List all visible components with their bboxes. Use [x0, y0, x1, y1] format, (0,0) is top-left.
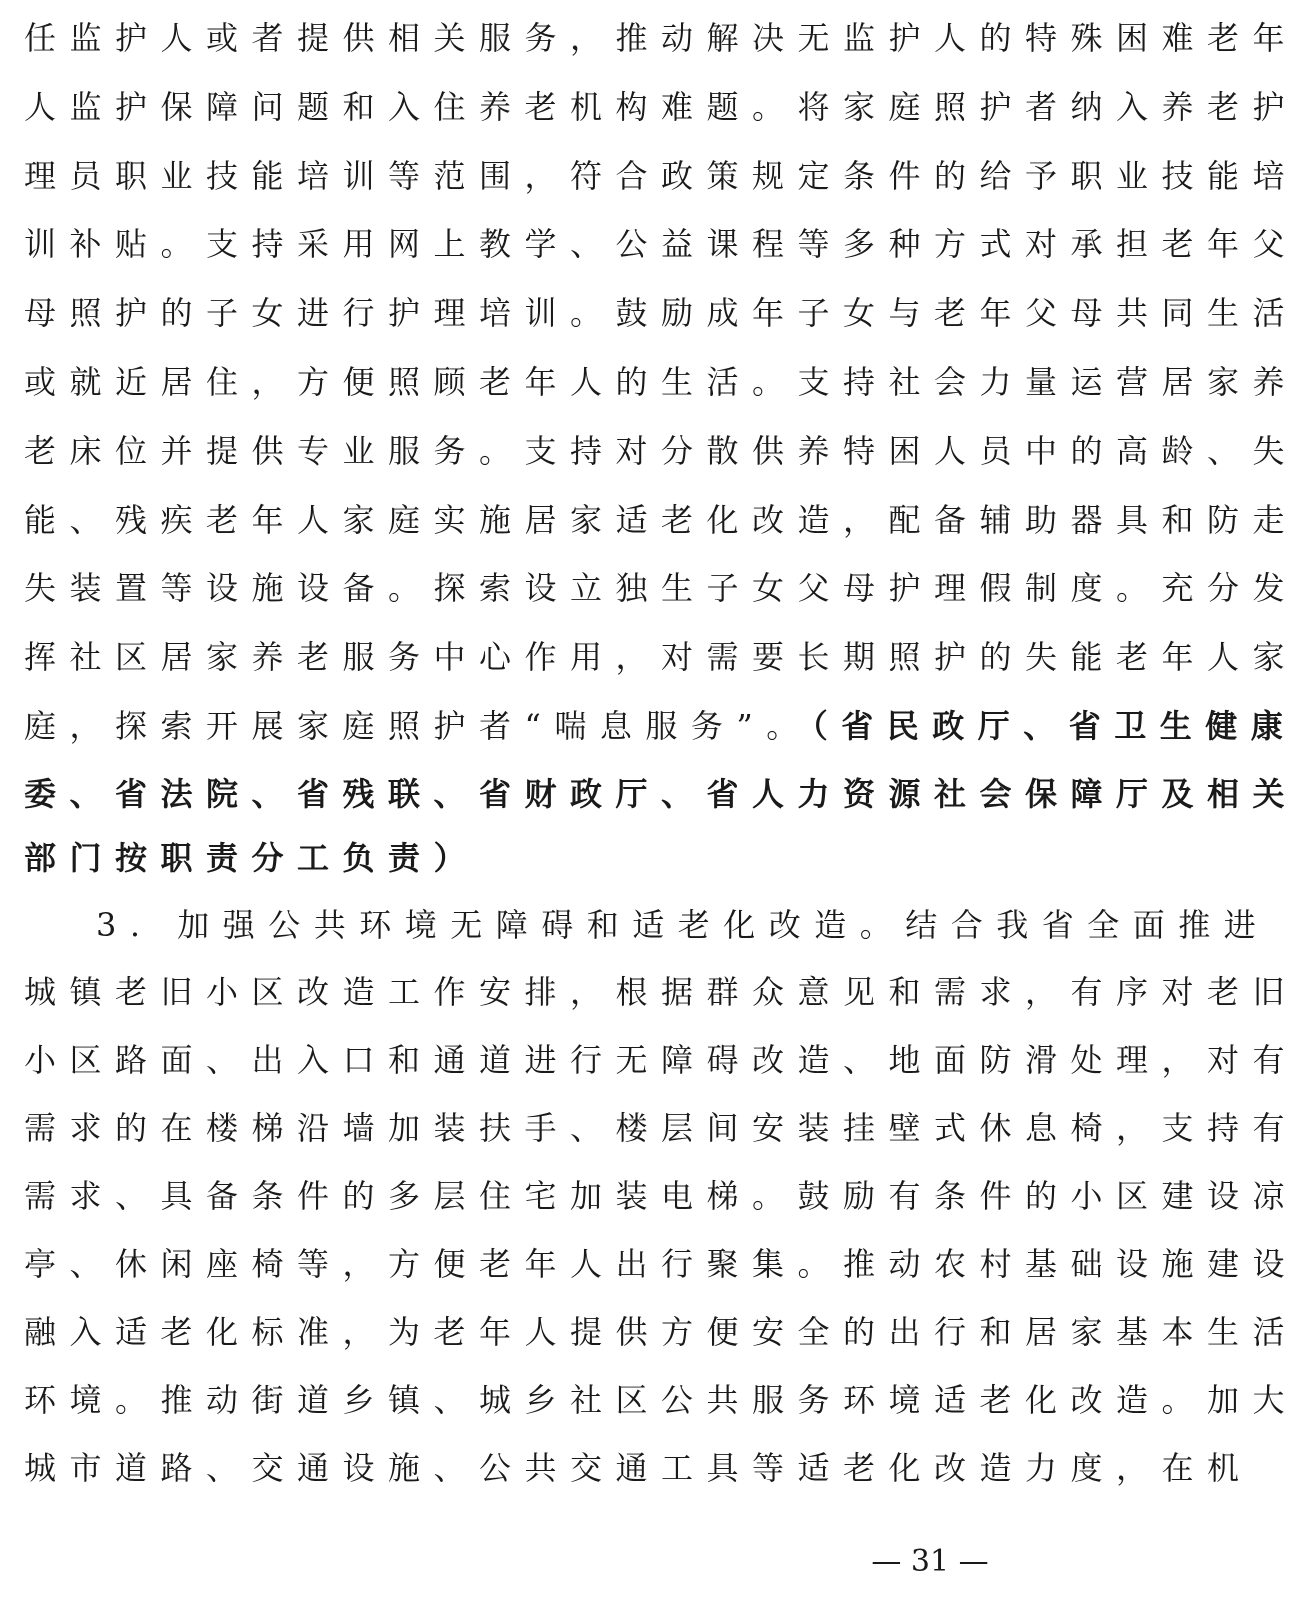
text-line: 能、残疾老年人家庭实施居家适老化改造，配备辅助器具和防走 — [24, 501, 1298, 539]
text-line-mixed — [24, 696, 1297, 756]
text-line: 训补贴。支持采用网上教学、公益课程等多种方式对承担老年父 — [24, 225, 1298, 263]
text-line: 城市道路、交通设施、公共交通工具等适老化改造力度，在机 — [24, 1449, 1253, 1487]
text-line: 挥社区居家养老服务中心作用，对需要长期照护的失能老年人家 — [24, 638, 1298, 676]
page-number: — 31 — — [871, 1544, 989, 1579]
text-line: 需求的在楼梯沿墙加装扶手、楼层间安装挂壁式休息椅，支持有 — [24, 1109, 1298, 1147]
text-line: 任监护人或者提供相关服务，推动解决无监护人的特殊困难老年 — [24, 19, 1298, 57]
responsibility-note-bold: （省民政厅、省卫生健康 — [811, 707, 1297, 745]
text-line: 城镇老旧小区改造工作安排，根据群众意见和需求，有序对老旧 — [24, 973, 1298, 1011]
text-line: 或就近居住，方便照顾老年人的生活。支持社会力量运营居家养 — [24, 363, 1298, 401]
text-segment: 庭，探索开展家庭照护者“喘息服务”。 — [24, 707, 812, 745]
responsibility-note-line: 部门按职责分工负责） — [24, 839, 480, 877]
text-line: 理员职业技能培训等范围，符合政策规定条件的给予职业技能培 — [24, 157, 1298, 195]
text-line: 母照护的子女进行护理培训。鼓励成年子女与老年父母共同生活 — [24, 294, 1298, 332]
text-line: 老床位并提供专业服务。支持对分散供养特困人员中的高龄、失 — [24, 432, 1298, 470]
responsibility-note-line: 委、省法院、省残联、省财政厅、省人力资源社会保障厅及相关 — [24, 775, 1298, 813]
text-line: 亭、休闲座椅等，方便老年人出行聚集。推动农村基础设施建设 — [24, 1245, 1298, 1283]
text-line: 环境。推动街道乡镇、城乡社区公共服务环境适老化改造。加大 — [24, 1381, 1298, 1419]
text-line: 人监护保障问题和入住养老机构难题。将家庭照护者纳入养老护 — [24, 88, 1298, 126]
section-3-heading-line: 3. 加强公共环境无障碍和适老化改造。结合我省全面推进 — [96, 906, 1270, 944]
text-line: 失装置等设施设备。探索设立独生子女父母护理假制度。充分发 — [24, 569, 1298, 607]
text-line: 需求、具备条件的多层住宅加装电梯。鼓励有条件的小区建设凉 — [24, 1177, 1298, 1215]
text-line: 融入适老化标准，为老年人提供方便安全的出行和居家基本生活 — [24, 1313, 1298, 1351]
text-line: 小区路面、出入口和通道进行无障碍改造、地面防滑处理，对有 — [24, 1041, 1298, 1079]
